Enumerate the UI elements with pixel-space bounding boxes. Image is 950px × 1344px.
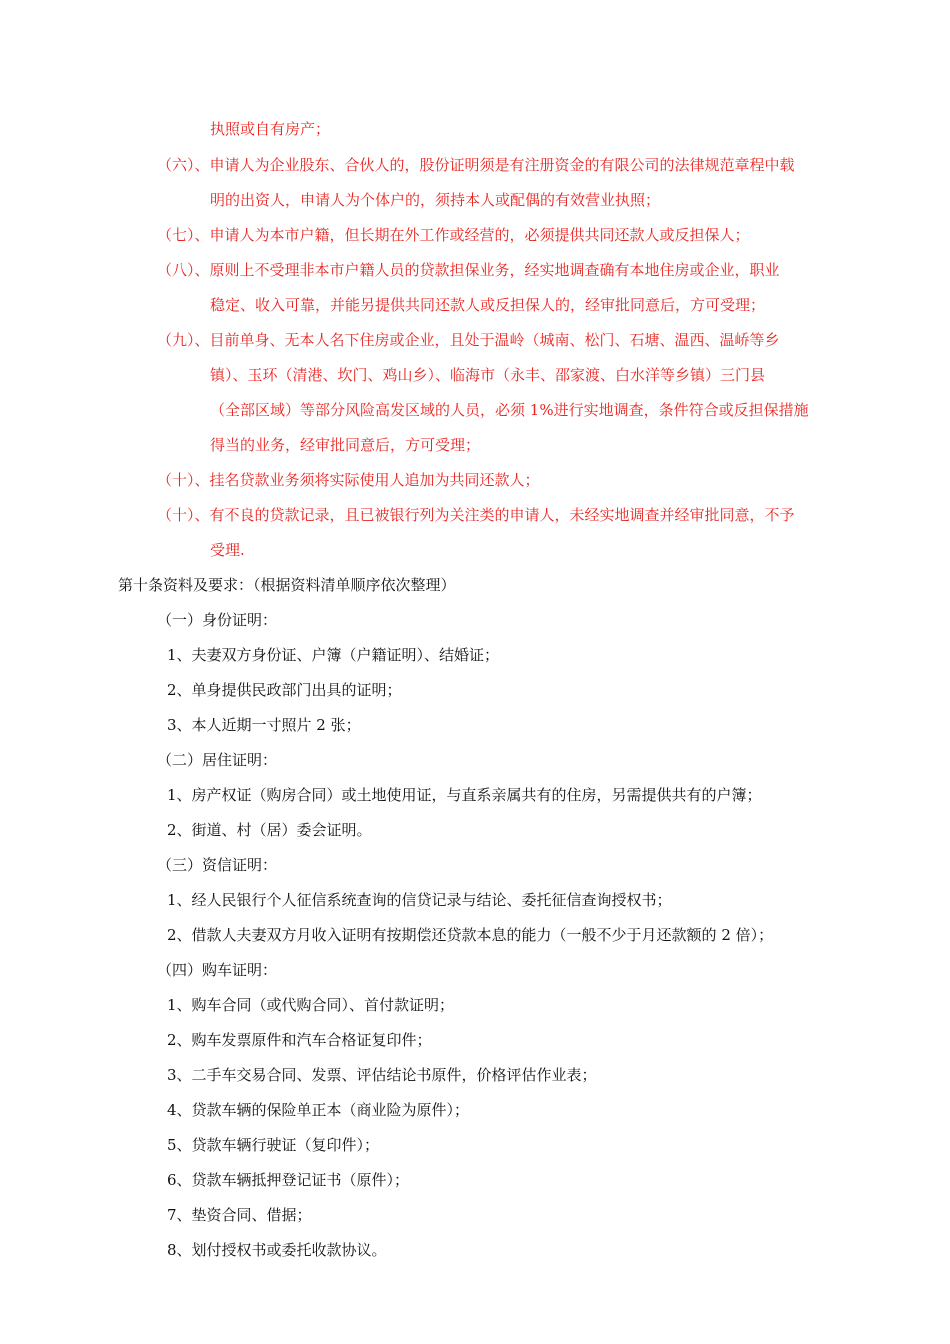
list-item: 3、本人近期一寸照片 2 张； <box>167 716 361 734</box>
subsection-heading-car-purchase: （四）购车证明： <box>157 961 278 979</box>
list-item: 6、贷款车辆抵押登记证书（原件）； <box>167 1171 410 1189</box>
list-item: 1、经人民银行个人征信系统查询的信贷记录与结论、委托征信查询授权书； <box>167 891 672 909</box>
list-item: 2、街道、村（居）委会证明。 <box>167 821 372 839</box>
list-item: 8、划付授权书或委托收款协议。 <box>167 1241 387 1259</box>
red-line-2: （六）、申请人为企业股东、合伙人的，股份证明须是有注册资金的有限公司的法律规范章程中载 <box>157 156 795 174</box>
red-line-10: 得当的业务，经审批同意后，方可受理； <box>210 436 481 454</box>
red-line-5: （八）、原则上不受理非本市户籍人员的贷款担保业务，经实地调查确有本地住房或企业，职业 <box>157 261 780 279</box>
subsection-heading-identity: （一）身份证明： <box>157 611 278 629</box>
list-item: 1、夫妻双方身份证、户簿（户籍证明）、结婚证； <box>167 646 500 664</box>
red-line-13: 受理. <box>210 541 245 559</box>
red-line-9: （全部区域）等部分风险高发区域的人员，必须 1%进行实地调查，条件符合或反担保措施 <box>210 401 809 419</box>
red-line-12: （十）、有不良的贷款记录，且已被银行列为关注类的申请人，未经实地调查并经审批同意，不予 <box>157 506 795 524</box>
red-line-1: 执照或自有房产； <box>210 120 331 138</box>
red-line-8: 镇）、玉环（清港、坎门、鸡山乡）、临海市（永丰、邵家渡、白水洋等乡镇）三门县 <box>210 366 766 384</box>
red-line-11: （十）、挂名贷款业务须将实际使用人追加为共同还款人； <box>157 471 540 489</box>
red-line-3: 明的出资人，申请人为个体户的，须持本人或配偶的有效营业执照； <box>210 191 661 209</box>
list-item: 2、购车发票原件和汽车合格证复印件； <box>167 1031 432 1049</box>
section-heading-article-10: 第十条资料及要求：（根据资料清单顺序依次整理） <box>118 576 456 594</box>
subsection-heading-residence: （二）居住证明： <box>157 751 278 769</box>
list-item: 2、借款人夫妻双方月收入证明有按期偿还贷款本息的能力（一般不少于月还款额的 2 倍）； <box>167 926 774 944</box>
list-item: 4、贷款车辆的保险单正本（商业险为原件）； <box>167 1101 470 1119</box>
list-item: 3、二手车交易合同、发票、评估结论书原件，价格评估作业表； <box>167 1066 597 1084</box>
list-item: 7、垫资合同、借据； <box>167 1206 312 1224</box>
red-line-4: （七）、申请人为本市户籍，但长期在外工作或经营的，必须提供共同还款人或反担保人； <box>157 226 750 244</box>
list-item: 2、单身提供民政部门出具的证明； <box>167 681 402 699</box>
list-item: 1、房产权证（购房合同）或土地使用证，与直系亲属共有的住房，另需提供共有的户簿； <box>167 786 762 804</box>
subsection-heading-credit: （三）资信证明： <box>157 856 278 874</box>
red-line-7: （九）、目前单身、无本人名下住房或企业，且处于温岭（城南、松门、石塘、温西、温峤等乡 <box>157 331 780 349</box>
list-item: 5、贷款车辆行驶证（复印件）； <box>167 1136 380 1154</box>
list-item: 1、购车合同（或代购合同）、首付款证明； <box>167 996 455 1014</box>
red-line-6: 稳定、收入可靠，并能另提供共同还款人或反担保人的，经审批同意后，方可受理； <box>210 296 766 314</box>
